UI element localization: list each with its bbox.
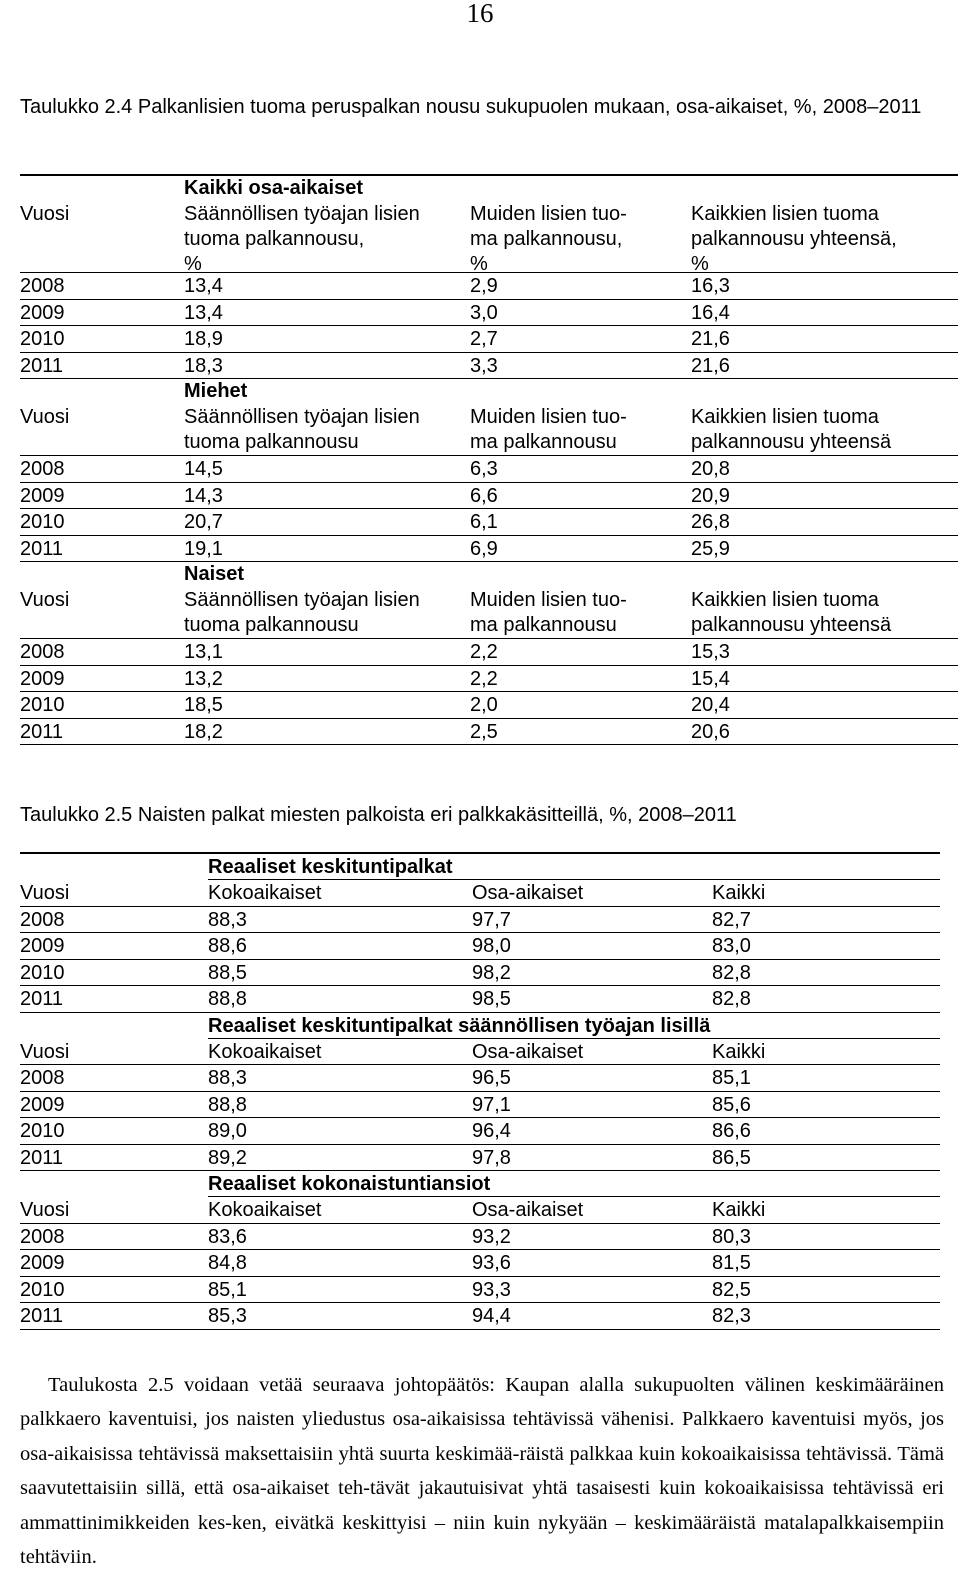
year-cell: 2010 — [20, 1120, 65, 1142]
column-header: Osa-aikaiset — [472, 1040, 584, 1063]
value-cell: 86,5 — [712, 1146, 751, 1169]
value-cell: 85,6 — [712, 1093, 751, 1116]
value-cell: 20,9 — [691, 484, 730, 507]
column-header: Vuosi — [20, 882, 70, 904]
value-cell: 82,7 — [712, 908, 751, 931]
column-header: Kokoaikaiset — [208, 1199, 322, 1221]
value-cell: 93,6 — [472, 1252, 511, 1274]
year-cell: 2011 — [20, 354, 64, 377]
group-header — [20, 379, 958, 456]
value-cell: 26,8 — [691, 511, 730, 533]
value-cell: 13,4 — [184, 301, 223, 324]
value-cell: 21,6 — [691, 354, 730, 377]
year-cell: 2008 — [20, 1225, 65, 1248]
group-title: Miehet — [184, 380, 248, 402]
table-row — [20, 326, 958, 353]
column-header: Säännöllisen työajan lisien tuoma palkannousu, % — [184, 203, 420, 275]
table-row — [20, 483, 958, 510]
table-row — [20, 456, 958, 483]
value-cell: 88,3 — [208, 1067, 247, 1089]
value-cell: 15,4 — [691, 667, 730, 690]
value-cell: 88,6 — [208, 935, 247, 957]
value-cell: 85,1 — [208, 1278, 247, 1301]
table-row — [20, 933, 940, 960]
table-row — [20, 273, 958, 300]
value-cell: 18,5 — [184, 694, 223, 716]
value-cell: 16,4 — [691, 301, 730, 324]
column-header: Kaikki — [712, 1199, 766, 1221]
value-cell: 82,3 — [712, 1305, 751, 1327]
column-header: Kokoaikaiset — [208, 1040, 322, 1063]
table-row — [20, 692, 958, 719]
table-row — [20, 1277, 940, 1304]
value-cell: 3,0 — [470, 301, 498, 324]
table-row — [20, 1065, 940, 1092]
table-row — [20, 300, 958, 327]
value-cell: 13,2 — [184, 667, 223, 690]
column-header: Vuosi — [20, 203, 70, 225]
table-row — [20, 536, 958, 563]
value-cell: 98,0 — [472, 935, 511, 957]
table-row — [20, 1224, 940, 1251]
value-cell: 86,6 — [712, 1120, 751, 1142]
year-cell: 2011 — [20, 537, 64, 560]
value-cell: 20,4 — [691, 694, 730, 716]
value-cell: 97,1 — [472, 1093, 511, 1116]
value-cell: 19,1 — [184, 537, 223, 560]
group-header — [20, 176, 958, 273]
table-row — [20, 1145, 940, 1172]
table-row — [20, 1303, 940, 1330]
table-2-5 — [20, 852, 940, 1330]
value-cell: 18,3 — [184, 354, 223, 377]
year-cell: 2008 — [20, 908, 65, 931]
value-cell: 82,8 — [712, 988, 751, 1010]
column-header: Muiden lisien tuo- ma palkannousu — [470, 406, 627, 453]
table-row — [20, 1250, 940, 1277]
value-cell: 85,1 — [712, 1067, 751, 1089]
year-cell: 2009 — [20, 667, 65, 690]
value-cell: 6,9 — [470, 537, 498, 560]
year-cell: 2010 — [20, 1278, 65, 1301]
year-cell: 2010 — [20, 511, 65, 533]
value-cell: 88,8 — [208, 1093, 247, 1116]
table-row — [20, 1118, 940, 1145]
column-header: Kaikki — [712, 882, 766, 904]
value-cell: 94,4 — [472, 1305, 511, 1327]
value-cell: 89,0 — [208, 1120, 247, 1142]
year-cell: 2009 — [20, 484, 65, 507]
group-header — [20, 1013, 940, 1039]
year-cell: 2008 — [20, 275, 65, 297]
year-cell: 2011 — [20, 1305, 64, 1327]
value-cell: 3,3 — [470, 354, 498, 377]
year-cell: 2009 — [20, 1093, 65, 1116]
group-title: Reaaliset keskituntipalkat säännöllisen työajan lisillä — [208, 1014, 940, 1039]
value-cell: 18,2 — [184, 720, 223, 743]
column-header: Kaikkien lisien tuoma palkannousu yhteensä, % — [691, 203, 897, 275]
value-cell: 88,8 — [208, 988, 247, 1010]
column-header: Vuosi — [20, 1040, 70, 1063]
group-header — [20, 1171, 940, 1197]
column-header-row — [20, 1039, 940, 1066]
column-header: Muiden lisien tuo- ma palkannousu, % — [470, 203, 627, 275]
column-header: Osa-aikaiset — [472, 882, 584, 904]
value-cell: 2,0 — [470, 694, 498, 716]
value-cell: 2,9 — [470, 275, 498, 297]
value-cell: 81,5 — [712, 1252, 751, 1274]
value-cell: 2,5 — [470, 720, 498, 743]
table-row — [20, 960, 940, 987]
value-cell: 83,6 — [208, 1225, 247, 1248]
value-cell: 25,9 — [691, 537, 730, 560]
value-cell: 85,3 — [208, 1305, 247, 1327]
table-row — [20, 907, 940, 934]
group-title: Naiset — [184, 563, 245, 585]
year-cell: 2008 — [20, 641, 65, 663]
value-cell: 20,6 — [691, 720, 730, 743]
group-title: Reaaliset kokonaistuntiansiot — [208, 1172, 940, 1197]
table-2-5-caption: Taulukko 2.5 Naisten palkat miesten palkoista eri palkkakäsitteillä, %, 2008–2011 — [20, 804, 737, 826]
table-row — [20, 353, 958, 380]
year-cell: 2010 — [20, 694, 65, 716]
year-cell: 2009 — [20, 301, 65, 324]
page-number: 16 — [466, 0, 494, 28]
column-header-row — [20, 1197, 940, 1224]
value-cell: 97,8 — [472, 1146, 511, 1169]
value-cell: 80,3 — [712, 1225, 751, 1248]
value-cell: 82,5 — [712, 1278, 751, 1301]
year-cell: 2009 — [20, 1252, 65, 1274]
column-header: Kaikki — [712, 1040, 766, 1063]
value-cell: 20,8 — [691, 458, 730, 480]
year-cell: 2008 — [20, 1067, 65, 1089]
value-cell: 88,3 — [208, 908, 247, 931]
group-header — [20, 854, 940, 880]
value-cell: 84,8 — [208, 1252, 247, 1274]
group-title: Reaaliset keskituntipalkat — [208, 855, 940, 880]
table-row — [20, 1092, 940, 1119]
column-header: Vuosi — [20, 406, 70, 428]
value-cell: 97,7 — [472, 908, 511, 931]
value-cell: 20,7 — [184, 511, 223, 533]
value-cell: 14,5 — [184, 458, 223, 480]
column-header: Muiden lisien tuo- ma palkannousu — [470, 589, 627, 636]
year-cell: 2010 — [20, 961, 65, 984]
value-cell: 18,9 — [184, 328, 223, 350]
value-cell: 6,3 — [470, 458, 498, 480]
value-cell: 6,6 — [470, 484, 498, 507]
value-cell: 93,3 — [472, 1278, 511, 1301]
value-cell: 16,3 — [691, 275, 730, 297]
column-header: Säännöllisen työajan lisien tuoma palkannousu — [184, 589, 420, 636]
column-header: Osa-aikaiset — [472, 1199, 584, 1221]
value-cell: 13,4 — [184, 275, 223, 297]
year-cell: 2011 — [20, 720, 64, 743]
body-paragraph: Taulukosta 2.5 voidaan vetää seuraava johtopäätös: Kaupan alalla sukupuolten välinen keskimääräinen palkkaero kaventuisi, jos naisten yliedustus osa-aikaisissa tehtävissä vähenisi. Palkkaero kaventuisi myös, jos osa-aikaisissa tehtävissä maksettaisiin yhtä suurta keskimää-räistä palkkaa kuin kokoaikaisissa tehtävissä. Tämä saavutettaisiin sillä, että osa-aikaiset teh-tävät jakautuisivat yhtä tasaisesti kuin kokoaikaisissa tehtävissä eri ammattinimikkeiden kes-ken, eivätkä keskittyisi – niin kuin nykyään – keskimääräistä matalapalkkaisempiin tehtäviin. — [20, 1374, 944, 1569]
column-header: Kokoaikaiset — [208, 882, 322, 904]
value-cell: 83,0 — [712, 935, 751, 957]
table-row — [20, 639, 958, 666]
value-cell: 2,7 — [470, 328, 498, 350]
column-header: Kaikkien lisien tuoma palkannousu yhteensä — [691, 406, 892, 453]
value-cell: 88,5 — [208, 961, 247, 984]
table-2-4-caption: Taulukko 2.4 Palkanlisien tuoma peruspalkan nousu sukupuolen mukaan, osa-aikaiset, %, 2008–2011 — [20, 96, 922, 118]
column-header: Vuosi — [20, 589, 70, 611]
table-row — [20, 509, 958, 536]
value-cell: 21,6 — [691, 328, 730, 350]
value-cell: 2,2 — [470, 641, 498, 663]
year-cell: 2009 — [20, 935, 65, 957]
year-cell: 2011 — [20, 1146, 64, 1169]
year-cell: 2010 — [20, 328, 65, 350]
group-title: Kaikki osa-aikaiset — [184, 177, 363, 199]
value-cell: 14,3 — [184, 484, 223, 507]
column-header: Säännöllisen työajan lisien tuoma palkannousu — [184, 406, 420, 453]
value-cell: 98,5 — [472, 988, 511, 1010]
value-cell: 82,8 — [712, 961, 751, 984]
group-header — [20, 562, 958, 639]
year-cell: 2011 — [20, 988, 64, 1010]
value-cell: 96,5 — [472, 1067, 511, 1089]
year-cell: 2008 — [20, 458, 65, 480]
value-cell: 15,3 — [691, 641, 730, 663]
table-row — [20, 986, 940, 1013]
value-cell: 93,2 — [472, 1225, 511, 1248]
column-header-row — [20, 880, 940, 907]
column-header: Vuosi — [20, 1199, 70, 1221]
table-2-4 — [20, 174, 958, 745]
value-cell: 13,1 — [184, 641, 223, 663]
value-cell: 98,2 — [472, 961, 511, 984]
table-row — [20, 666, 958, 693]
value-cell: 2,2 — [470, 667, 498, 690]
value-cell: 89,2 — [208, 1146, 247, 1169]
column-header: Kaikkien lisien tuoma palkannousu yhteensä — [691, 589, 892, 636]
value-cell: 96,4 — [472, 1120, 511, 1142]
value-cell: 6,1 — [470, 511, 498, 533]
table-row — [20, 719, 958, 746]
